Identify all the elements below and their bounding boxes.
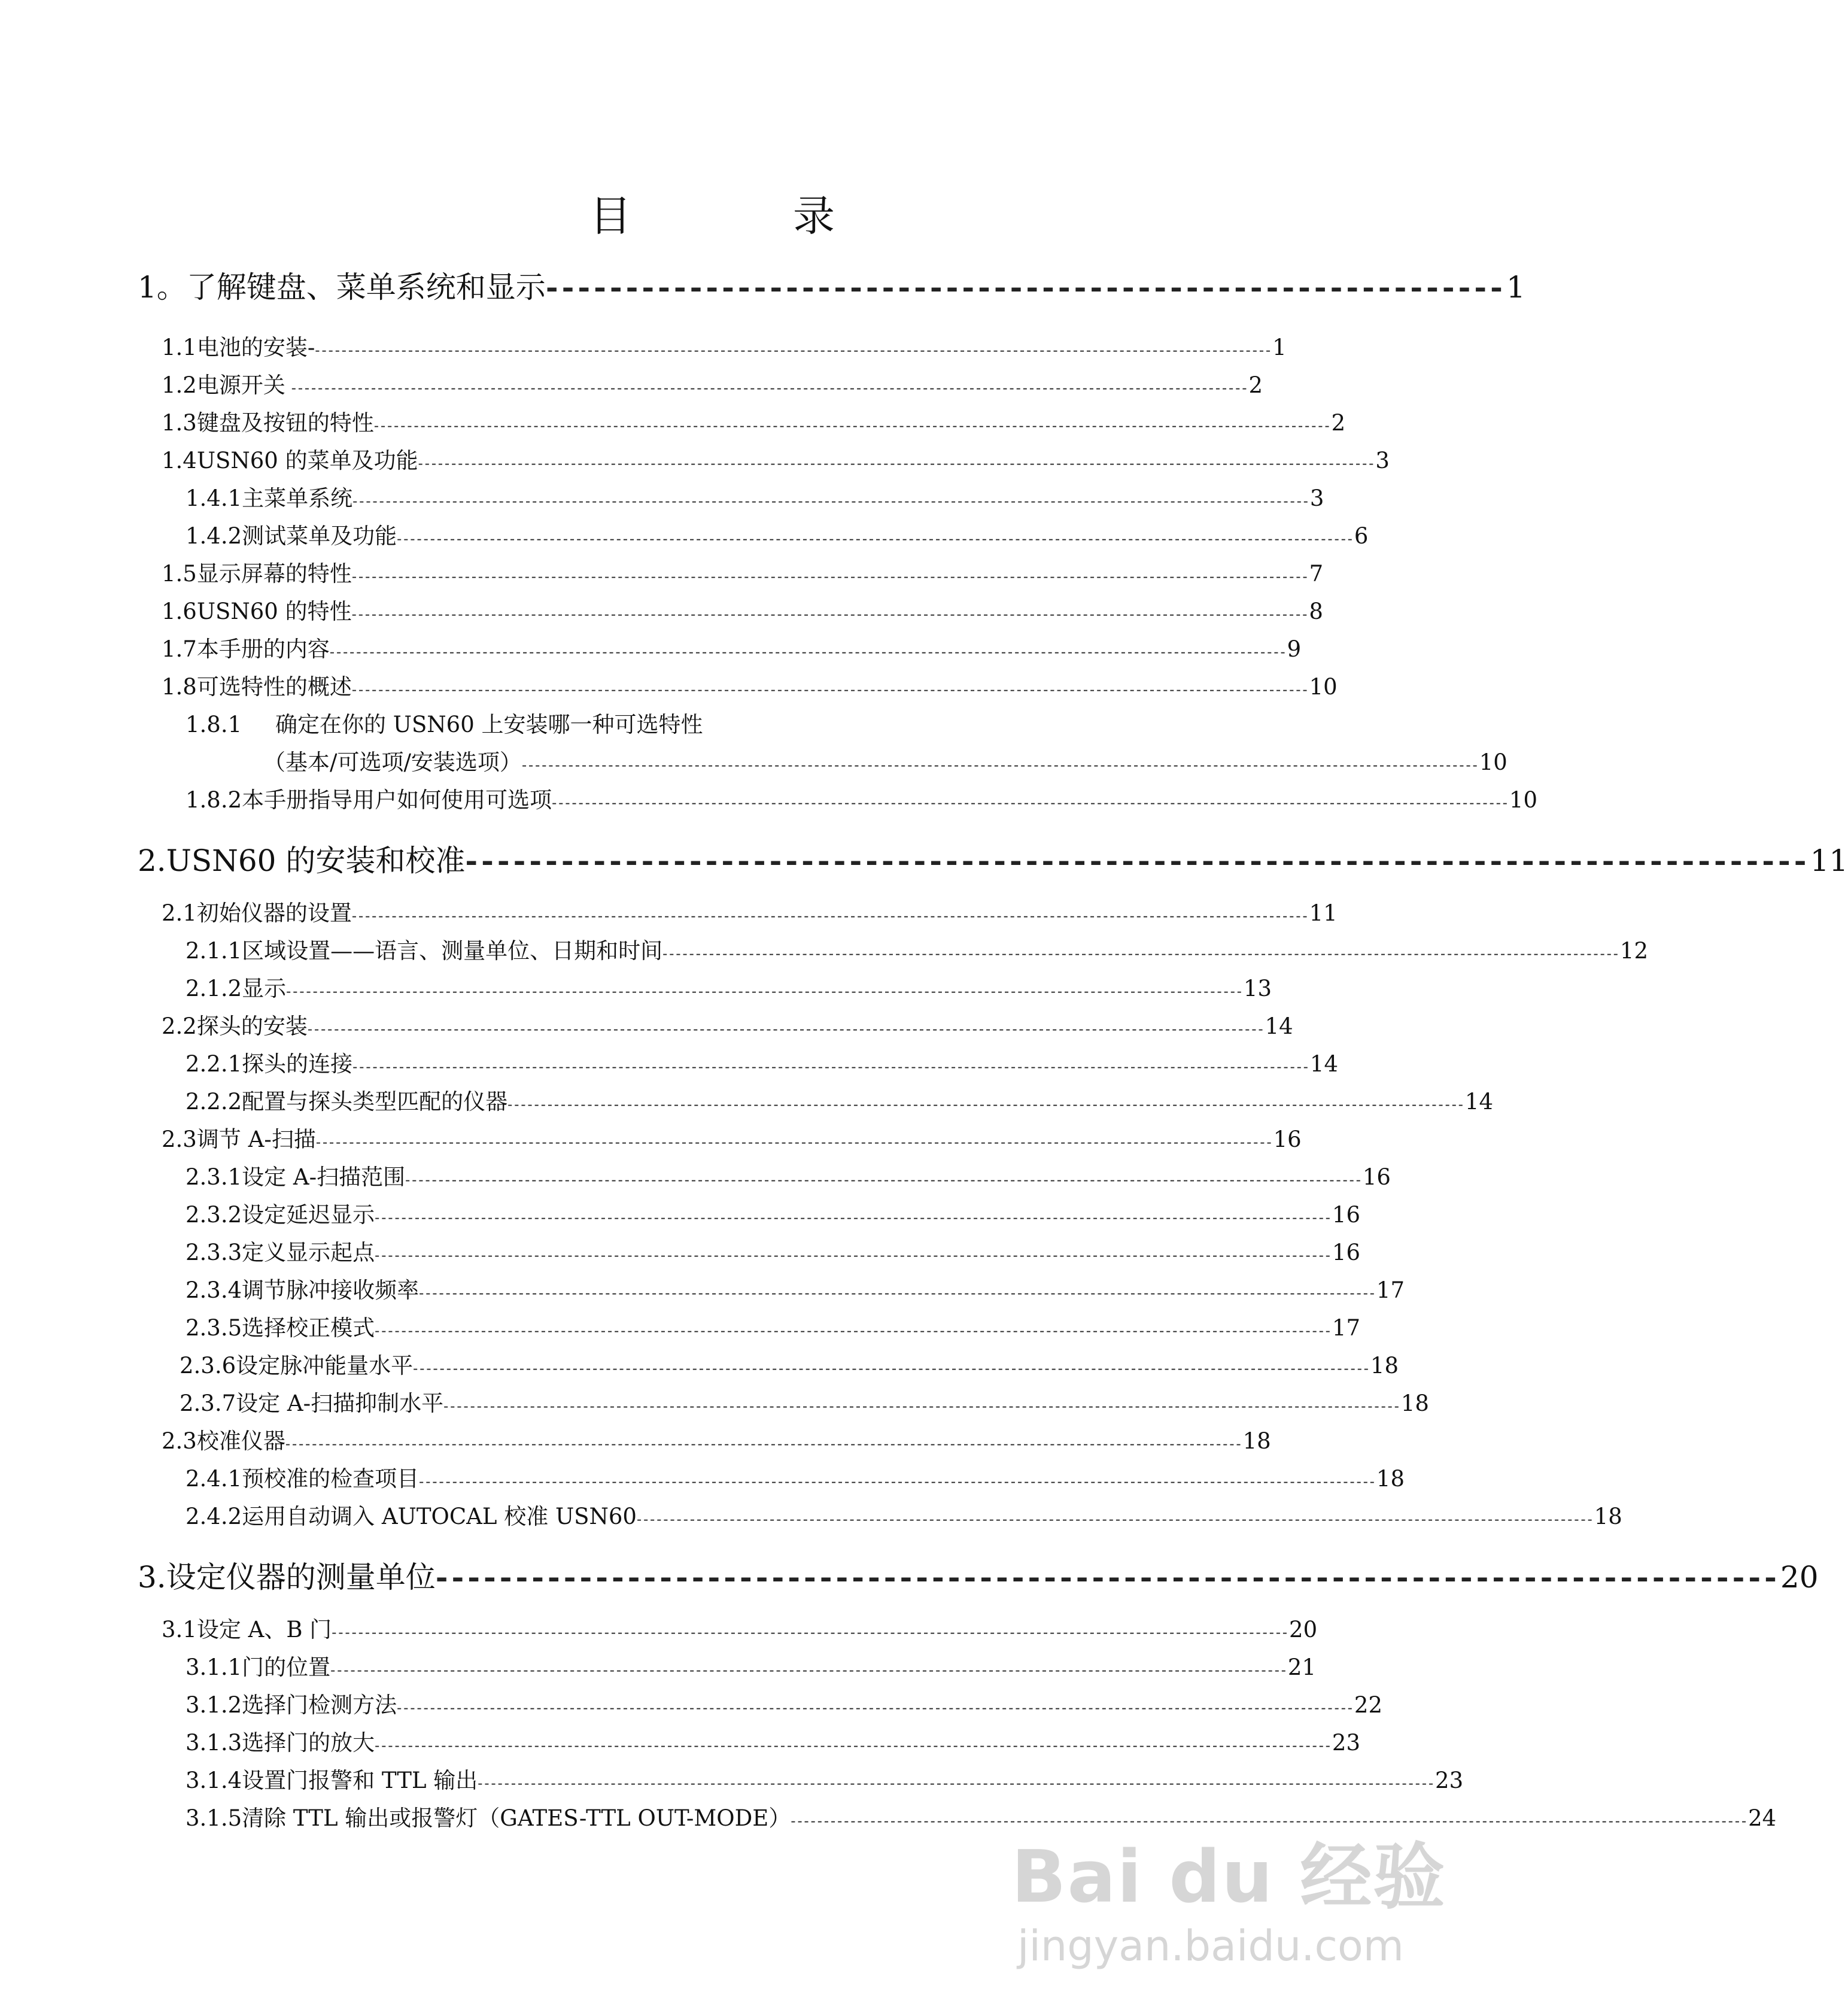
toc-entry[interactable] (180, 1347, 1399, 1380)
toc-entry[interactable] (162, 555, 1324, 588)
toc-title: 主菜单系统 (242, 485, 353, 511)
toc-leader: ------------------------------------------------------------------------------------------------------------------------------------------------ (286, 983, 1244, 1000)
toc-page: 18 (1242, 1428, 1271, 1454)
toc-title: 本手册指导用户如何使用可选项 (242, 787, 552, 813)
toc-page: 10 (1309, 674, 1338, 700)
toc-title: USN60 的菜单及功能 (196, 448, 418, 473)
toc-title: USN60 的特性 (196, 599, 352, 624)
toc-entry[interactable] (186, 1234, 1360, 1267)
toc-title: 校准仪器 (196, 1428, 285, 1454)
toc-title: 显示屏幕的特性 (196, 561, 352, 587)
toc-title: 本手册的内容 (196, 636, 330, 662)
toc-page: 23 (1332, 1730, 1360, 1756)
toc-entry[interactable] (162, 669, 1338, 701)
toc-number: 2.3 (162, 1428, 197, 1454)
toc-leader: ------------------------------------------------------------------------------------------------------------------------------------------------ (285, 1435, 1243, 1452)
toc-leader: ------------------------------------------------------------------------------------------------------------------------------------------------ (419, 1473, 1376, 1490)
toc-number: 3.1.2 (186, 1692, 242, 1718)
toc-title: 初始仪器的设置 (196, 900, 352, 926)
toc-leader: ------------------------------------------------------------------------------------------------------------------------------------------------ (507, 1096, 1465, 1113)
toc-entry[interactable] (162, 1611, 1318, 1644)
toc-leader: ------------------------------------------------------------------------------------------------------------------------------------------------ (351, 606, 1309, 623)
toc-leader: ------------------------------------------------------------------------------------------------------------------------------------------------ (352, 493, 1310, 509)
toc-title: 设定脉冲能量水平 (236, 1353, 414, 1379)
toc-entry[interactable] (162, 895, 1338, 927)
toc-number: 2.1.2 (186, 976, 242, 1001)
toc-entry[interactable] (162, 1423, 1271, 1455)
toc-page: 2 (1331, 410, 1346, 436)
toc-leader: ------------------------------------------------------------------------------------------------------------------------------------------------ (375, 1247, 1332, 1264)
toc-title: 探头的连接 (242, 1051, 353, 1077)
toc-leader: ------------------------------------------------------------ (545, 269, 1506, 305)
toc-page: 18 (1370, 1353, 1399, 1379)
toc-title: 设定 A-扫描抑制水平 (236, 1390, 444, 1416)
toc-entry[interactable] (186, 1762, 1464, 1795)
toc-entry[interactable] (186, 1724, 1360, 1757)
toc-entry[interactable] (186, 1498, 1622, 1531)
toc-page: 23 (1435, 1768, 1464, 1793)
toc-title: 选择门的放大 (242, 1730, 375, 1756)
toc-number: 2.2.2 (186, 1089, 242, 1115)
toc-leader: ------------------------------------------------------------------------------------------------------------------------------------------------ (329, 643, 1287, 660)
toc-entry[interactable] (186, 1649, 1316, 1681)
toc-entry[interactable] (186, 933, 1648, 965)
toc-number: 3.1.4 (186, 1768, 242, 1793)
toc-leader: ------------------------------------------------------------------------------------------------------------------------------------------------ (397, 1699, 1354, 1716)
toc-number: 1。 (138, 270, 187, 305)
toc-leader: ------------------------------------------------------------------------------------------------------------------------------------------------ (315, 1134, 1273, 1150)
toc-number: 2.2 (162, 1013, 197, 1039)
toc-page: 12 (1619, 938, 1648, 964)
toc-page: 16 (1332, 1240, 1360, 1265)
toc-page: 17 (1332, 1315, 1360, 1341)
toc-number: 2.4.2 (186, 1504, 242, 1529)
toc-number: 1.5 (162, 561, 197, 587)
watermark-logo: Bai du 经验 (1011, 1836, 1446, 1919)
toc-entry[interactable] (138, 1553, 1819, 1596)
toc-page: 16 (1273, 1127, 1302, 1152)
toc-leader: ------------------------------------------------------------------------------------------------------------------------------------------------ (351, 681, 1309, 698)
toc-page: 3 (1375, 448, 1390, 473)
toc-page: 16 (1362, 1164, 1391, 1190)
toc-number: 3.1.3 (186, 1730, 242, 1756)
toc-page: 13 (1243, 976, 1272, 1001)
toc-title: 测试菜单及功能 (242, 523, 397, 549)
toc-entry[interactable] (186, 1461, 1405, 1493)
toc-number: 1.6 (162, 599, 197, 624)
toc-number: 1.3 (162, 410, 197, 436)
toc-leader: ------------------------------------------------------------------------------------------------------------------------------------------------ (478, 1775, 1436, 1792)
toc-page: 18 (1400, 1390, 1429, 1416)
toc-page: 7 (1309, 561, 1324, 587)
toc-number: 2.1 (162, 900, 197, 926)
toc-entry[interactable] (162, 593, 1323, 626)
toc-page: 20 (1289, 1617, 1318, 1642)
toc-title: 可选特性的概述 (196, 674, 352, 700)
toc-title: 设定仪器的测量单位 (166, 1560, 436, 1595)
toc-entry[interactable] (186, 1197, 1360, 1229)
toc-leader: ------------------------------------------------------------------------------------------------------------------------------------------------ (332, 1624, 1290, 1641)
toc-entry[interactable] (180, 1385, 1429, 1417)
toc-title: 定义显示起点 (242, 1240, 375, 1265)
toc-leader: ------------------------------------------------------------------------------------------------------------------------------------------------ (636, 1511, 1594, 1528)
toc-number: 2.4.1 (186, 1466, 242, 1492)
toc-page: 14 (1309, 1051, 1338, 1077)
toc-number: 2.3.4 (186, 1277, 242, 1303)
toc-entry[interactable] (186, 1083, 1493, 1116)
toc-number: 1.7 (162, 636, 197, 662)
toc-leader: ------------------------------------------------------------------------------------------------------------------------------------------------ (291, 379, 1249, 396)
toc-leader: ------------------------------------------------------------------------------------------------------------------------------------------------ (373, 417, 1332, 434)
toc-page: 8 (1309, 599, 1323, 624)
toc-entry[interactable] (162, 329, 1287, 362)
toc-title: 选择校正模式 (242, 1315, 375, 1341)
toc-entry[interactable] (138, 263, 1525, 306)
toc-leader: ------------------------------------------------------------------------------------------------------------------------------------------------ (351, 907, 1309, 924)
toc-leader: ------------------------------------------------------------------------------------------------------------------------------------------------ (375, 1322, 1332, 1339)
toc-number: 2.3.3 (186, 1240, 242, 1265)
toc-title: 电源开关 (196, 372, 285, 398)
toc-number: 1.4 (162, 448, 197, 473)
toc-number: 2. (138, 843, 166, 878)
toc-number: 2.3.1 (186, 1164, 242, 1190)
toc-page: 10 (1479, 749, 1507, 775)
toc-entry[interactable] (186, 1159, 1391, 1191)
toc-number: 2.1.1 (186, 938, 242, 964)
toc-number: 1.8 (162, 674, 197, 700)
toc-number: 3.1 (162, 1617, 197, 1642)
toc-title: 设置门报警和 TTL 输出 (242, 1768, 478, 1793)
toc-page: 11 (1309, 900, 1338, 926)
toc-leader: ------------------------------------------------------------------------------------------------------------------------------------------------ (791, 1812, 1749, 1829)
toc-page: 1 (1506, 270, 1525, 305)
toc-leader: ------------------------------------------------------------------------------------------------------------------------------------------------ (552, 794, 1509, 811)
toc-number: 3. (138, 1560, 166, 1595)
toc-title: 预校准的检查项目 (242, 1466, 420, 1492)
toc-leader: ------------------------------------------------------------------------------------------------------------------------------------------------ (418, 455, 1376, 472)
toc-number: 1.8.1 (186, 712, 242, 737)
toc-title: 设定 A、B 门 (196, 1617, 332, 1642)
toc-title: 键盘及按钮的特性 (196, 410, 374, 436)
baidu-jingyan-watermark (1011, 1820, 1446, 1987)
toc-leader: ------------------------------------------------------------------------------------------------------------------------------------------------ (375, 1737, 1332, 1754)
toc-entry[interactable] (186, 1310, 1360, 1342)
toc-leader: ------------------------------------------------------------------------------------------------------------------------------------------------ (405, 1171, 1363, 1188)
toc-entry[interactable] (186, 1272, 1405, 1304)
toc-page: 9 (1287, 636, 1302, 662)
toc-page: 17 (1376, 1277, 1405, 1303)
toc-page: 18 (1376, 1466, 1405, 1492)
toc-entry[interactable] (263, 744, 1507, 776)
toc-title: 了解键盘、菜单系统和显示 (186, 270, 546, 305)
toc-title: 调节脉冲接收频率 (242, 1277, 420, 1303)
toc-number: 1.2 (162, 372, 197, 398)
toc-title: （基本/可选项/安装选项） (263, 749, 522, 775)
toc-title: 电池的安装- (196, 335, 315, 360)
toc-leader: ------------------------------------------------------------------------------------------------------------------------------------------------ (330, 1662, 1288, 1678)
toc-number: 2.3.2 (186, 1202, 242, 1228)
toc-leader: ------------------------------------------------------------------------------------------------------------------------------------------------ (521, 757, 1479, 773)
toc-leader: ------------------------------------------------------------------------------------ (435, 1559, 1780, 1595)
toc-leader: ------------------------------------------------------------------------------------ (465, 843, 1810, 878)
toc-leader: ------------------------------------------------------------------------------------------------------------------------------------------------ (443, 1398, 1401, 1414)
toc-title: 运用自动调入 AUTOCAL 校准 USN60 (242, 1504, 637, 1529)
toc-entry[interactable] (186, 480, 1324, 512)
toc-number: 2.3.5 (186, 1315, 242, 1341)
toc-number: 3.1.1 (186, 1654, 242, 1680)
toc-entry[interactable] (138, 837, 1848, 880)
toc-number: 1.4.1 (186, 485, 242, 511)
toc-title: 设定 A-扫描范围 (242, 1164, 406, 1190)
toc-entry[interactable] (162, 631, 1302, 663)
toc-page: 11 (1810, 843, 1848, 878)
toc-title: 调节 A-扫描 (196, 1127, 316, 1152)
toc-entry[interactable] (186, 970, 1272, 1003)
toc-entry[interactable] (186, 706, 1263, 739)
toc-title: 设定延迟显示 (242, 1202, 375, 1228)
toc-title: 选择门检测方法 (242, 1692, 397, 1718)
toc-leader: ------------------------------------------------------------------------------------------------------------------------------------------------ (375, 1209, 1332, 1226)
toc-entry[interactable] (186, 518, 1369, 550)
toc-page: 14 (1265, 1013, 1293, 1039)
toc-page: 2 (1248, 372, 1263, 398)
toc-entry[interactable] (162, 442, 1390, 475)
toc-number: 1.4.2 (186, 523, 242, 549)
page-title: 目 录 (589, 192, 895, 241)
toc-page: 24 (1748, 1805, 1777, 1831)
toc-number: 2.3.7 (180, 1390, 236, 1416)
toc-leader: ------------------------------------------------------------------------------------------------------------------------------------------------ (307, 1021, 1265, 1037)
toc-page: 6 (1354, 523, 1369, 549)
toc-page: 18 (1594, 1504, 1622, 1529)
toc-title: 确定在你的 USN60 上安装哪一种可选特性 (275, 712, 703, 737)
toc-entry[interactable] (162, 1008, 1293, 1040)
toc-entry[interactable] (186, 1046, 1338, 1078)
toc-leader: ------------------------------------------------------------------------------------------------------------------------------------------------ (352, 1058, 1310, 1075)
toc-page: 20 (1780, 1560, 1819, 1595)
toc-number: 1.1 (162, 335, 197, 360)
toc-number: 3.1.5 (186, 1805, 242, 1831)
toc-page: 21 (1287, 1654, 1316, 1680)
toc-leader: ------------------------------------------------------------------------------------------------------------------------------------------------ (413, 1360, 1370, 1377)
toc-page: 16 (1332, 1202, 1360, 1228)
toc-title: 配置与探头类型匹配的仪器 (242, 1089, 508, 1115)
toc-entry[interactable] (162, 367, 1263, 399)
toc-number: 2.3 (162, 1127, 197, 1152)
toc-leader: ------------------------------------------------------------------------------------------------------------------------------------------------ (397, 530, 1354, 547)
toc-title: 清除 TTL 输出或报警灯（GATES-TTL OUT-MODE） (242, 1805, 791, 1831)
toc-title: 探头的安装 (196, 1013, 308, 1039)
toc-title: 门的位置 (242, 1654, 331, 1680)
toc-title: 区域设置——语言、测量单位、日期和时间 (242, 938, 663, 964)
toc-page: 10 (1509, 787, 1537, 813)
toc-number: 1.8.2 (186, 787, 242, 813)
toc-page: 3 (1309, 485, 1324, 511)
watermark-url: jingyan.baidu.com (1017, 1921, 1404, 1971)
toc-number: 2.3.6 (180, 1353, 236, 1379)
toc-title: 显示 (242, 976, 287, 1001)
toc-leader: ------------------------------------------------------------------------------------------------------------------------------------------------ (351, 568, 1309, 585)
toc-leader: ------------------------------------------------------------------------------------------------------------------------------------------------ (315, 342, 1273, 359)
toc-number: 2.2.1 (186, 1051, 242, 1077)
toc-leader: ------------------------------------------------------------------------------------------------------------------------------------------------ (419, 1285, 1376, 1301)
toc-entry[interactable] (162, 405, 1346, 437)
toc-entry[interactable] (162, 1121, 1302, 1153)
toc-page: 14 (1464, 1089, 1493, 1115)
toc-page: 22 (1354, 1692, 1382, 1718)
toc-leader: ------------------------------------------------------------------------------------------------------------------------------------------------ (662, 945, 1620, 962)
toc-entry[interactable] (186, 1687, 1382, 1719)
toc-entry[interactable] (186, 782, 1537, 814)
toc-page: 1 (1272, 335, 1287, 360)
toc-title: USN60 的安装和校准 (166, 843, 466, 878)
